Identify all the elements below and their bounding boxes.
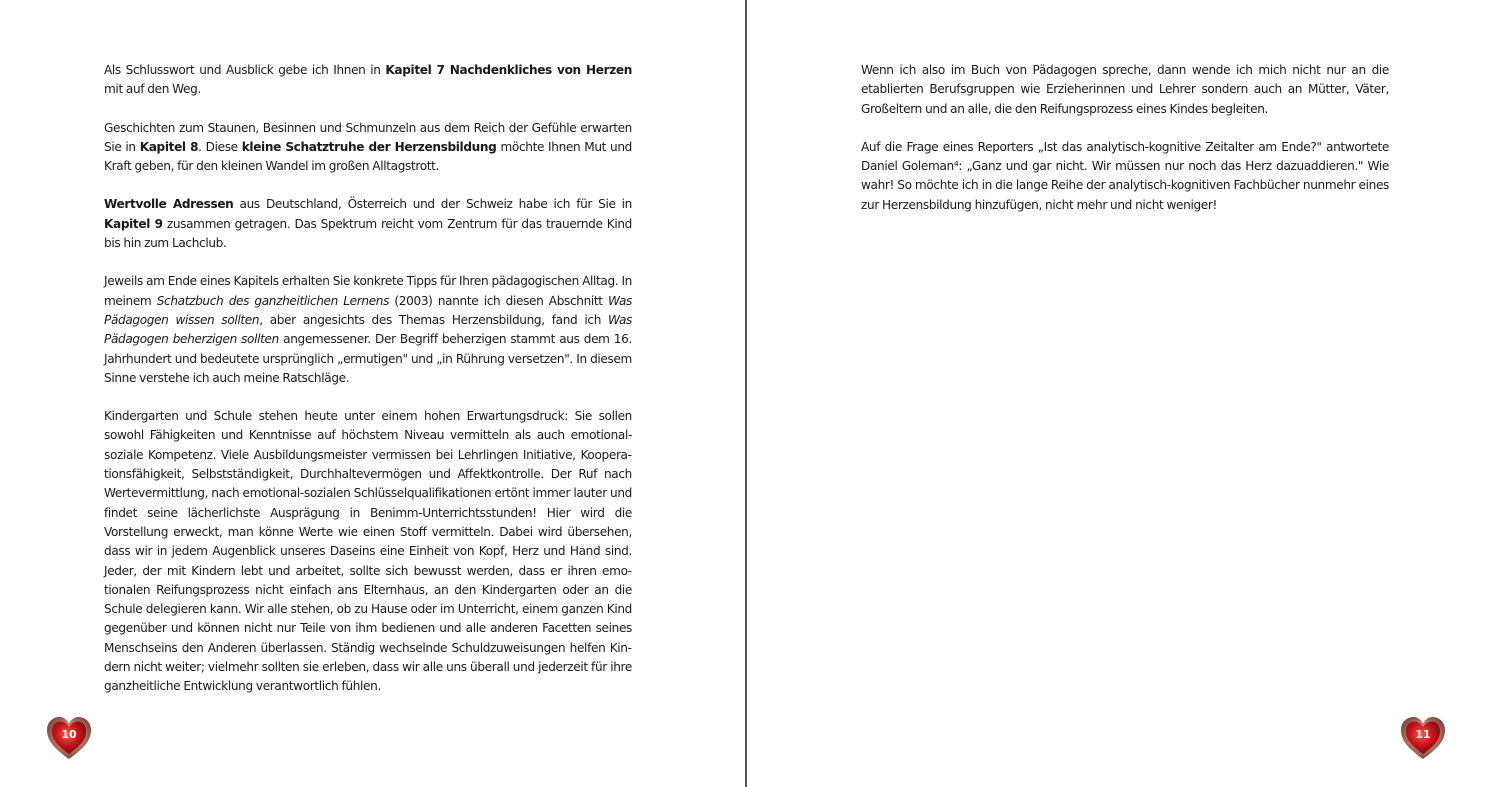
- page-number: 11: [1415, 728, 1431, 741]
- text-run: mit auf den Weg.: [104, 82, 201, 97]
- text-run: Wenn ich also im Buch von Pädagogen spreche, dann wende ich mich nicht nur an die etablierten Berufsgruppen wie Erzieherinnen und Lehrer sondern auch an Mütter, Väter, Großeltern und an alle, die den Reifungsprozess eines Kindes begleiten.: [861, 63, 1389, 116]
- text-run: Kindergarten und Schule stehen heute unter einem hohen Erwartungsdruck: Sie sollen sowohl Fähigkeiten und Kenntnisse auf höchstem Niveau vermitteln als auch emotional-soziale Kompetenz. Viele Ausbildungsmeister vermissen bei Lehrlingen Initiative, Kooperationsfähigkeit, Selbstständigkeit, Durchhaltevermögen und Affektkontrolle. Der Ruf nach Wertevermittlung, nach emotional-sozialen Schlüsselqualifikationen ertönt immer lauter und findet seine lächerlichste Ausprägung in Benimm-Unterrichtsstunden! Hier wird die Vorstellung erweckt, man könne Werte wie einen Stoff vermitteln. Dabei wird übersehen, dass wir in jedem Augenblick unseres Daseins eine Einheit von Kopf, Herz und Hand sind. Jeder, der mit Kindern lebt und arbeitet, sollte sich bewusst werden, dass er ihren emotionalen Reifungsprozess nicht einfach ans Elternhaus, an den Kindergarten oder an die Schule delegieren kann. Wir alle stehen, ob zu Hause oder im Unterricht, einem ganzen Kind gegenüber und können nicht nur Teile von ihm bedienen und alle anderen Facetten seines Menschseins den Anderen überlassen. Ständig wechselnde Schuldzuweisungen helfen Kindern nicht weiter; vielmehr sollten sie erleben, dass wir alle uns überall und jederzeit für ihre ganzheitliche Entwicklung verantwortlich fühlen.: [104, 409, 632, 694]
- body-paragraph: [104, 407, 632, 696]
- right-page: [748, 0, 1497, 787]
- bold-text-run: Kapitel 8: [139, 139, 199, 154]
- left-page-number-badge: [45, 714, 93, 762]
- bold-text-run: Kapitel 9: [104, 216, 163, 231]
- italic-text-run: Was Pädagogen beherzigen sollten: [104, 312, 632, 347]
- text-run: Jeweils am Ende eines Kapitels erhalten Sie konkrete Tipps für Ihren pädagogischen Alltag. In meinem: [104, 274, 632, 308]
- body-paragraph: [104, 195, 632, 253]
- text-run: Auf die Frage eines Reporters „Ist das analytisch-kognitive Zeitalter am Ende?" antwortete Daniel Goleman⁴: „Ganz und gar nicht. Wir müssen nur noch das Herz dazuaddieren." Wie wahr! So möchte ich in die lange Reihe der analytisch-kognitiven Fachbücher nunmehr eines zur Herzensbildung hinzufügen, nicht mehr und nicht weniger!: [861, 139, 1389, 212]
- bold-text-run: Kapitel 7 Nachdenkliches von Herzen: [385, 63, 632, 77]
- bold-text-run: Wertvolle Adressen: [104, 197, 234, 212]
- text-run: zusammen getragen. Das Spektrum reicht vom Zentrum für das trauernde Kind bis hin zum Lachclub.: [104, 216, 632, 251]
- text-run: Als Schlusswort und Ausblick gebe ich Ihnen in: [104, 63, 386, 77]
- text-run: (2003) nannte ich diesen Abschnitt: [389, 293, 609, 308]
- text-run: , aber angesichts des Themas Herzensbildung, fand ich: [259, 312, 609, 327]
- text-run: aus Deutschland, Österreich und der Schweiz habe ich für Sie in: [233, 197, 632, 212]
- left-page-text: [104, 61, 632, 716]
- bold-text-run: kleine Schatztruhe der Herzensbildung: [241, 139, 497, 154]
- book-gutter-divider: [745, 0, 747, 787]
- text-run: Geschichten zum Staunen, Besinnen und Schmunzeln aus dem Reich der Gefühle erwarten Sie in: [104, 120, 632, 154]
- body-paragraph: [104, 61, 632, 100]
- body-paragraph: [861, 61, 1389, 119]
- page-number: 10: [61, 728, 77, 741]
- italic-text-run: Schatzbuch des ganzheitlichen Lernens: [156, 293, 390, 308]
- body-paragraph: [104, 272, 632, 388]
- body-paragraph: [861, 138, 1389, 215]
- right-page-text: [861, 61, 1389, 234]
- text-run: . Diese: [198, 139, 242, 154]
- text-run: möchte Ihnen Mut und Kraft geben, für den kleinen Wandel im großen Alltagstrott.: [104, 139, 632, 174]
- right-page-number-badge: [1399, 714, 1447, 762]
- body-paragraph: [104, 119, 632, 177]
- italic-text-run: Was Pädagogen wissen sollten: [104, 293, 633, 327]
- left-page: [0, 0, 745, 787]
- text-run: angemessener. Der Begriff beherzigen stammt aus dem 16. Jahrhundert und bedeutete ursprünglich „ermutigen" und „in Rührung versetzen". In diesem Sinne verstehe ich auch meine Ratschläge.: [104, 332, 632, 385]
